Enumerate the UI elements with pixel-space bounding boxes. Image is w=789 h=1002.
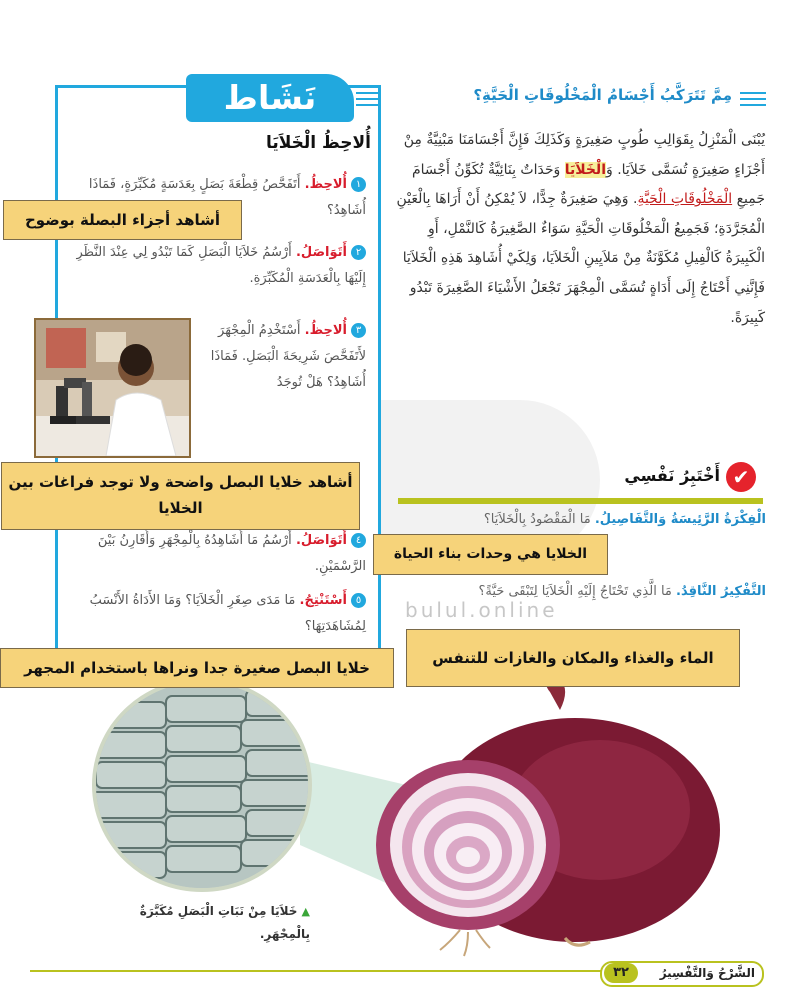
section-question-title: مِمَّ تَتَرَكَّبُ أَجْسَامُ الْمَخْلُوقَاتِ الْحَيَّةِ؟ [473,86,732,104]
onion-cells-micrograph [92,678,312,892]
step-number: ١ [351,177,366,192]
step-text: مَا مَدَى صِغَرِ الْخَلاَيَا؟ وَمَا الأَدَاةُ الأَنْسَبُ لِمُشَاهَدَتِهَا؟ [89,593,366,634]
question-keyword: الْفِكْرَةُ الرَّئِيسَةُ وَالتَّفَاصِيلُ. [594,512,766,527]
body-part-2: وَحَدَاتٌ بِنَائِيَّةٌ تُكَوِّنُ أَجْسَامَ جَمِيعِ [411,161,765,208]
check-mark-icon: ✔ [726,462,756,492]
page-number: ٣٢ [604,963,638,983]
question-text: مَا الْمَقْصُودُ بِالْخَلاَيَا؟ [483,512,591,527]
caption-text: خَلاَيَا مِنْ نَبَاتِ الْبَصَلِ مُكَبَّرَةٌ بِالْمِجْهَرِ. [139,904,310,941]
keyword-living-things: الْمَخْلُوقَاتِ الْحَيَّةِ [637,191,733,208]
body-part-3: . وَهِيَ صَغِيرَةٌ جِدًّا، لاَ يُمْكِنُ أَنْ أَرَاهَا بِالْعَيْنِ الْمُجَرَّدَةِ؛ فَجَمِيعُ الْمَخْلُوقَاتِ الْحَيَّةِ سَوَاءٌ الصَّغِيرَةُ كَالنَّمْلِ، أَوِ الْكَبِيرَةُ كَالْفِيلِ مُكَوَّنَةٌ مِنْ مَلاَيِينِ الْخَلاَيَا، وَلِكَيْ أُشَاهِدَ هَذِهِ الْخَلاَيَا فَإِنَّنِي أَحْتَاجُ إِلَى أَدَاةٍ تُسَمَّى الْمِجْهَرَ تَجْعَلُ الأَشْيَاءَ الصَّغِيرَةَ تَبْدُو كَبِيرَةً. [396,191,765,326]
step-keyword: أُلاحِظُ. [304,323,347,338]
micrograph-caption [110,900,310,945]
body-part-1: يُبْنَى الْمَنْزِلُ بِقَوَالِبِ طُوبٍ صَغِيرَةٍ وَكَذَلِكَ فَإِنَّ أَجْسَامَنَا مَبْنِيَّةٌ مِنْ أَجْزَاءٍ صَغِيرَةٍ تُسَمَّى خَلاَيَا. وَ [403,132,765,178]
triangle-icon: ▲ [301,905,310,918]
step-text: أَسْتَخْدِمُ الْمِجْهَرَ لأَتَفَحَّصَ شَرِيحَةَ الْبَصَلِ. فَمَاذَا أُشَاهِدُ؟ هَلْ تُوجَدُ [210,323,366,390]
answer-label-3: الخلايا هي وحدات بناء الحياة [373,534,608,575]
step-keyword: أَتَوَاصَلُ. [295,245,347,260]
answer-label-5: خلايا البصل صغيرة جدا ونراها باستخدام المجهر [0,648,394,688]
activity-tab-label: نَشَاط [223,78,317,117]
step-keyword: أُلاحِظُ. [304,177,347,192]
question-text: مَا الَّذِي تَحْتَاجُ إِلَيْهِ الْخَلاَيَا لِتَبْقَى حَيَّةً؟ [478,584,672,599]
step-text: أَرْسُمُ خَلاَيَا الْبَصَلِ كَمَا تَبْدُو لِي عِنْدَ النَّظَرِ إِلَيْهَا بِالْعَدَسَةِ الْمُكَبِّرَةِ. [76,245,366,286]
step-text: أَتَفَحَّصُ قِطْعَةَ بَصَلٍ بِعَدَسَةٍ مُكَبِّرَةٍ، فَمَاذَا أُشَاهِدُ؟ [88,177,366,218]
step-number: ٤ [351,533,366,548]
keyword-cells: الْخَلاَيَا [564,161,606,178]
step-number: ٢ [351,245,366,260]
answer-label-1: أشاهد أجزاء البصلة بوضوح [3,200,242,240]
self-test-title: أَخْتَبِرُ نَفْسِي [624,466,720,485]
step-text: أَرْسُمُ مَا أُشَاهِدُهُ بِالْمِجْهَرِ وَأُقَارِنُ بَيْنَ الرَّسْمَيْنِ. [97,533,366,574]
watermark-text: bulul.online [405,598,558,622]
onion-illustration [360,680,760,960]
step-keyword: أَتَوَاصَلُ. [295,533,347,548]
answer-label-2: أشاهد خلايا البصل واضحة ولا توجد فراغات بين الخلايا [1,462,360,530]
step-number: ٥ [351,593,366,608]
step-keyword: أَسْتَنْتِجُ. [299,593,347,608]
footer-section-label: الشَّرْحُ وَالتَّفْسِيرُ [659,966,755,980]
answer-label-4: الماء والغذاء والمكان والغازات للتنفس [406,629,740,687]
activity-title: أُلاحِظُ الْخَلاَيَا [266,133,371,153]
step-number: ٣ [351,323,366,338]
question-keyword: التَّفْكِيرُ النَّاقِدُ. [676,584,766,599]
